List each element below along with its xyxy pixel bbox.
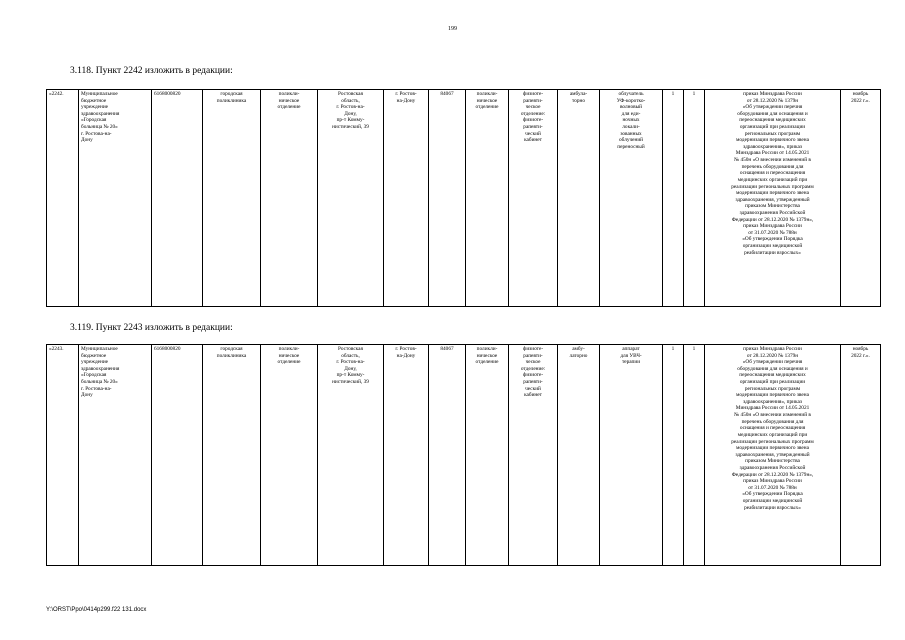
page-number: 199: [448, 26, 457, 32]
equipment-cell: аппарат для УВЧ- терапии: [600, 345, 663, 566]
cabinet-cell: физиоте- рапевти- ческое отделение: физиоте- рапевти- ческий кабинет: [509, 90, 558, 307]
table-row: [47, 90, 881, 307]
section-heading-3-118: 3.118. Пункт 2242 изложить в редакции:: [70, 66, 233, 76]
row-number-cell: «2242.: [47, 90, 79, 307]
date-cell: ноябрь 2022 г.».: [841, 345, 881, 566]
unit-cell: городская поликлиника: [203, 90, 261, 307]
date-cell: ноябрь 2022 г.».: [841, 90, 881, 307]
quantity-2-cell: 1: [684, 345, 705, 566]
quantity-2-cell: 1: [684, 90, 705, 307]
department-cell: поликли- ническое отделение: [261, 90, 318, 307]
organization-cell: Муниципальное бюджетное учреждение здравоохранения «Городская больница № 20» г. Ростова-на- Дону: [79, 90, 152, 307]
entry-table-2243: [46, 344, 881, 566]
equipment-cell: облучатель УФ-коротко- волновый для еди- ночных локали- зованных облучений переносный: [600, 90, 663, 307]
legal-basis-cell: приказ Минздрава России от 28.12.2020 № 1379н «Об утверждении перечня оборудования для оснащения и переоснащения медицинских организаций при реализации региональных программ модернизации первичного звена здравоохранения», приказ Минздрава России от 14.05.2021 № 450н «О внесении изменений в перечень оборудования для оснащения и переоснащения медицинских организаций при реализации региональных программ модернизации первичного звена здравоохранения, утвержденный приказом Министерства здравоохранения Российской Федерации от 28.12.2020 № 1379н», приказ Минздрава России от 31.07.2020 № 788н «Об утверждении Порядка организации медицинской реабилитации взрослых»: [705, 90, 841, 307]
city-cell: г. Ростов- на-Дону: [384, 345, 429, 566]
row-number-cell: «2243.: [47, 345, 79, 566]
address-cell: Ростовская область, г. Ростов-на- Дону, пр-т Комму- нистический, 39: [318, 90, 384, 307]
care-type-cell: амбула- торно: [558, 90, 600, 307]
inn-cell: 6168000820: [152, 90, 203, 307]
table-row: [47, 345, 881, 566]
organization-cell: Муниципальное бюджетное учреждение здравоохранения «Городская больница № 20» г. Ростова-на- Дону: [79, 345, 152, 566]
unit-cell: городская поликлиника: [203, 345, 261, 566]
entry-table-2242: [46, 89, 881, 307]
department-2-cell: поликли- ническое отделение: [466, 90, 509, 307]
inn-cell: 6168000820: [152, 345, 203, 566]
section-heading-3-119: 3.119. Пункт 2243 изложить в редакции:: [70, 323, 233, 333]
file-path-footer: Y:\ORST\Ppo\0414p299.f22 131.docx: [46, 607, 147, 613]
code-cell: 84067: [429, 345, 466, 566]
code-cell: 84067: [429, 90, 466, 307]
legal-basis-cell: приказ Минздрава России от 28.12.2020 № 1379н «Об утверждении перечня оборудования для оснащения и переоснащения медицинских организаций при реализации региональных программ модернизации первичного звена здравоохранения», приказ Минздрава России от 14.05.2021 № 450н «О внесении изменений в перечень оборудования для оснащения и переоснащения медицинских организаций при реализации региональных программ модернизации первичного звена здравоохранения, утвержденный приказом Министерства здравоохранения Российской Федерации от 28.12.2020 № 1379н», приказ Минздрава России от 31.07.2020 № 788н «Об утверждении Порядка организации медицинской реабилитации взрослых»: [705, 345, 841, 566]
department-cell: поликли- ническое отделение: [261, 345, 318, 566]
address-cell: Ростовская область, г. Ростов-на- Дону, пр-т Комму- нистический, 39: [318, 345, 384, 566]
care-type-cell: амбу- латорно: [558, 345, 600, 566]
cabinet-cell: физиоте- рапевти- ческое отделение: физиоте- рапевти- ческий кабинет: [509, 345, 558, 566]
quantity-cell: 1: [663, 345, 684, 566]
quantity-cell: 1: [663, 90, 684, 307]
city-cell: г. Ростов- на-Дону: [384, 90, 429, 307]
department-2-cell: поликли- ническое отделение: [466, 345, 509, 566]
